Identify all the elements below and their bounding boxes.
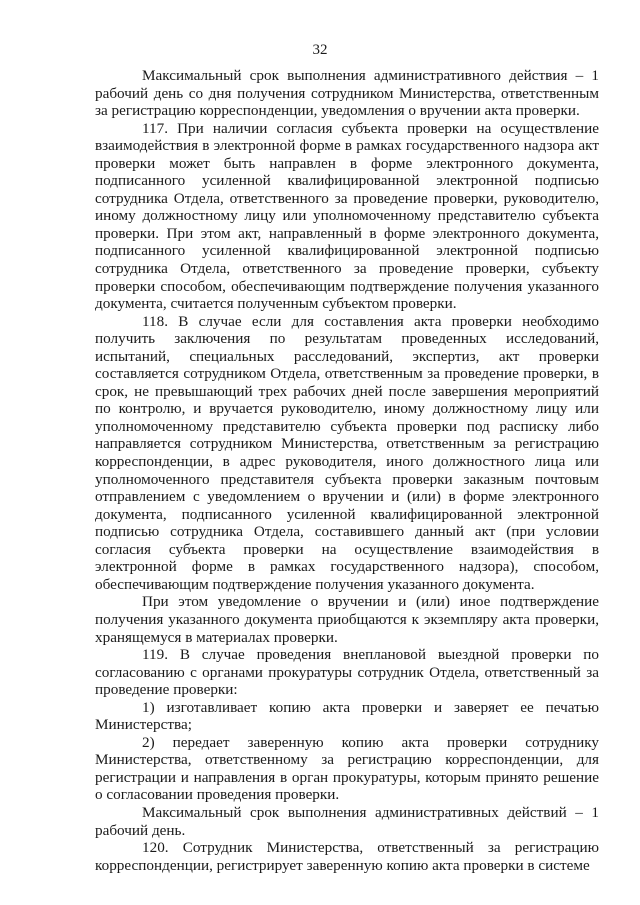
paragraph-120: 120. Сотрудник Министерства, ответственный за регистрацию корреспонденции, регистрирует заверенную копию акта проверки в системе xyxy=(95,839,599,874)
paragraph-117: 117. При наличии согласия субъекта проверки на осуществление взаимодействия в электронной форме в рамках государственного надзора акт проверки может быть направлен в форме электронного документа, подписанного усиленной квалифицированной электронной подписью сотрудника Отдела, ответственного за проведение проверки, руководителю, иному должностному лицу или уполномоченному представителю субъекта проверки. При этом акт, направленный в форме электронного документа, подписанного усиленной квалифицированной электронной подписью сотрудника Отдела, ответственного за проведение проверки, субъекту проверки способом, обеспечивающим подтверждение получения указанного документа, считается полученным субъектом проверки. xyxy=(95,119,599,313)
paragraph-119: 119. В случае проведения внеплановой выездной проверки по согласованию с органами прокуратуры сотрудник Отдела, ответственный за проведение проверки: xyxy=(95,646,599,699)
paragraph-max-term-actions: Максимальный срок выполнения административных действий – 1 рабочий день. xyxy=(95,803,599,839)
page-number: 32 xyxy=(312,42,328,58)
document-body xyxy=(95,67,599,874)
paragraph-max-term-notification: Максимальный срок выполнения административного действия – 1 рабочий день со дня получения сотрудником Министерства, ответственным за регистрацию корреспонденции, уведомления о вручении акта проверки. xyxy=(95,67,599,120)
paragraph-119-item-2: 2) передает заверенную копию акта проверки сотруднику Министерства, ответственному за регистрацию корреспонденции, для регистрации и направления в орган прокуратуры, которым принято решение о согласовании проведения проверки. xyxy=(95,733,599,804)
paragraph-119-item-1: 1) изготавливает копию акта проверки и заверяет ее печатью Министерства; xyxy=(95,698,599,734)
paragraph-delivery-confirmation: При этом уведомление о вручении и (или) иное подтверждение получения указанного документа приобщаются к экземпляру акта проверки, хранящемуся в материалах проверки. xyxy=(95,593,599,646)
paragraph-118: 118. В случае если для составления акта проверки необходимо получить заключения по результатам проведенных исследований, испытаний, специальных расследований, экспертиз, акт проверки составляется сотрудником Отдела, ответственным за проведение проверки, в срок, не превышающий трех рабочих дней после завершения мероприятий по контролю, и вручается руководителю, иному должностному лицу или уполномоченному представителю субъекта проверки под расписку либо направляется сотрудником Министерства, ответственным за регистрацию корреспонденции, в адрес руководителя, иного должностного лица или уполномоченного представителя субъекта проверки заказным почтовым отправлением с уведомлением о вручении и (или) в форме электронного документа, подписанного усиленной квалифицированной электронной подписью сотрудника Отдела, составившего данный акт (при условии согласия субъекта проверки на осуществление взаимодействия в электронной форме в рамках государственного надзора), способом, обеспечивающим подтверждение получения указанного документа. xyxy=(95,312,599,593)
